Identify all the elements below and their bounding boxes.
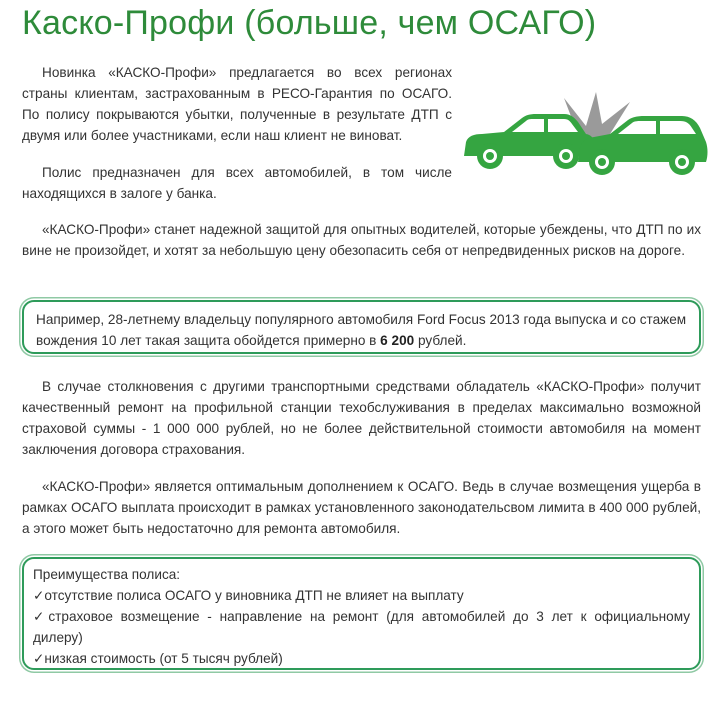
advantage-item: ✓низкая стоимость (от 5 тысяч рублей) (33, 651, 283, 666)
intro-paragraph-1: Новинка «КАСКО-Профи» предлагается во всех регионах страны клиентам, застрахованным в РЕСО-Гарантия по ОСАГО. По полису покрываются убытки, полученные в результате ДТП с двумя или более участниками, если наш клиент не виноват. (22, 65, 452, 143)
intro-paragraph-3: «КАСКО-Профи» станет надежной защитой для опытных водителей, которые убеждены, что ДТП по их вине не произойдет, и хотят за небольшую цену обезопасить себя от непредвиденных рисков на дороге. (22, 222, 701, 258)
body-paragraph-5: «КАСКО-Профи» является оптимальным дополнением к ОСАГО. Ведь в случае возмещения ущерба в рамках ОСАГО выплата происходит в рамках установленного законодательсвом лимита в 400 000 рублей, а этого может быть недостаточно для ремонта автомобиля. (22, 479, 701, 536)
example-text-before: Например, 28-летнему владельцу популярного автомобиля Ford Focus 2013 года выпуска и со стажем вождения 10 лет такая защита обойдется примерно в (36, 312, 687, 348)
intro-paragraph-2: Полис предназначен для всех автомобилей, в том числе находящихся в залоге у банка. (22, 165, 452, 201)
advantages-box (22, 557, 701, 670)
advantage-item: ✓отсутствие полиса ОСАГО у виновника ДТП не влияет на выплату (33, 588, 464, 603)
car-collision-illustration (460, 92, 710, 178)
advantages-heading: Преимущества полиса: (33, 567, 181, 582)
page-title: Каско-Профи (больше, чем ОСАГО) (22, 4, 597, 42)
advantage-item: ✓страховое возмещение - направление на ремонт (для автомобилей до 3 лет к официальному дилеру) (33, 609, 690, 645)
example-callout (22, 300, 701, 354)
example-text (36, 309, 687, 351)
left-car-icon (464, 114, 595, 169)
body-paragraph-4: В случае столкновения с другими транспортными средствами обладатель «КАСКО-Профи» получит качественный ремонт на профильной станции техобслуживания в пределах максимально возможной страховой суммы - 1 000 000 рублей, но не более действительной стоимости автомобиля на момент заключения договора страхования. (22, 379, 701, 457)
example-text-after: рублей. (414, 333, 467, 348)
example-amount: 6 200 (380, 333, 415, 348)
